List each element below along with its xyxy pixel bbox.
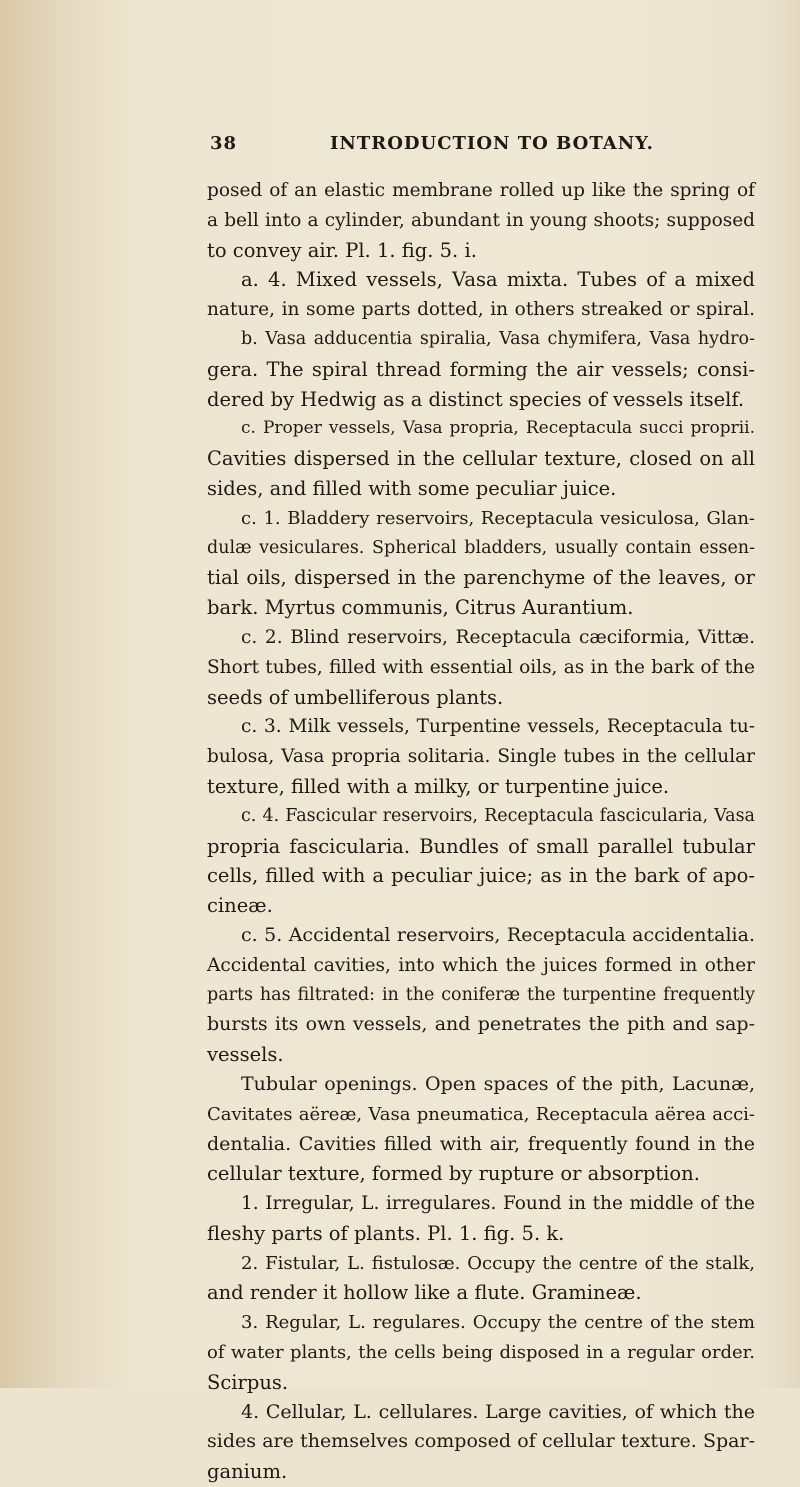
text-line: bursts its own vessels, and penetrates the pith and sap- <box>207 1013 755 1036</box>
text-line: bark. Myrtus communis, Citrus Aurantium. <box>207 596 634 620</box>
text-line: cellular texture, formed by rupture or absorption. <box>207 1162 700 1186</box>
text-line: dentalia. Cavities filled with air, frequently found in the <box>207 1132 755 1155</box>
body-text <box>207 176 755 1487</box>
text-line: dered by Hedwig as a distinct species of vessels itself. <box>207 387 745 411</box>
running-title: INTRODUCTION TO BOTANY. <box>330 133 654 154</box>
text-line: Tubular openings. Open spaces of the pith, Lacunæ, <box>241 1072 755 1095</box>
text-line: posed of an elastic membrane rolled up like the spring of <box>207 180 755 201</box>
text-line: ganium. <box>207 1460 288 1484</box>
text-line: to convey air. Pl. 1. fig. 5. i. <box>207 238 477 262</box>
text-line: dulæ vesiculares. Spherical bladders, usually contain essen- <box>207 537 755 558</box>
text-line: 2. Fistular, L. fistulosæ. Occupy the centre of the stalk, <box>241 1252 755 1274</box>
text-line: b. Vasa adducentia spiralia, Vasa chymifera, Vasa hydro- <box>241 328 755 349</box>
text-line: tial oils, dispersed in the parenchyme of the leaves, or <box>207 566 755 590</box>
text-line: nature, in some parts dotted, in others streaked or spiral. <box>207 299 755 321</box>
text-line: propria fascicularia. Bundles of small parallel tubular <box>207 834 755 858</box>
text-line: a bell into a cylinder, abundant in young shoots; supposed <box>207 209 755 231</box>
text-line: sides, and filled with some peculiar juice. <box>207 476 617 500</box>
text-line: bulosa, Vasa propria solitaria. Single tubes in the cellular <box>207 746 755 768</box>
text-line: c. 3. Milk vessels, Turpentine vessels, Receptacula tu- <box>241 716 755 738</box>
text-line: fleshy parts of plants. Pl. 1. fig. 5. k. <box>207 1221 565 1245</box>
text-line: texture, filled with a milky, or turpentine juice. <box>207 774 670 798</box>
text-line: Accidental cavities, into which the juices formed in other <box>207 954 755 976</box>
text-line: 1. Irregular, L. irregulares. Found in the middle of the <box>241 1193 755 1215</box>
text-line: cells, filled with a peculiar juice; as in the bark of apo- <box>207 864 755 888</box>
text-line: c. 2. Blind reservoirs, Receptacula cæciformia, Vittæ. <box>241 626 755 648</box>
text-line: a. 4. Mixed vessels, Vasa mixta. Tubes of a mixed <box>241 268 755 292</box>
text-line: Cavities dispersed in the cellular texture, closed on all <box>207 447 755 471</box>
text-line: Scirpus. <box>207 1370 289 1394</box>
text-line: gera. The spiral thread forming the air vessels; consi- <box>207 357 755 381</box>
text-line: of water plants, the cells being disposed in a regular order. <box>207 1342 755 1364</box>
text-line: Short tubes, filled with essential oils, as in the bark of the <box>207 656 755 678</box>
text-line: 4. Cellular, L. cellulares. Large cavities, of which the <box>241 1400 755 1423</box>
text-line: and render it hollow like a flute. Gramineæ. <box>207 1281 642 1305</box>
text-line: sides are themselves composed of cellular texture. Spar- <box>207 1430 755 1453</box>
page-header <box>210 133 750 161</box>
text-line: cineæ. <box>207 894 273 918</box>
text-line: 3. Regular, L. regulares. Occupy the centre of the stem <box>241 1312 755 1334</box>
text-line: c. 5. Accidental reservoirs, Receptacula accidentalia. <box>241 923 755 946</box>
text-line: c. 1. Bladdery reservoirs, Receptacula vesiculosa, Glan- <box>241 507 755 529</box>
text-line: c. 4. Fascicular reservoirs, Receptacula fascicularia, Vasa <box>241 805 755 826</box>
text-line: seeds of umbelliferous plants. <box>207 685 504 709</box>
text-line: parts has filtrated: in the coniferæ the turpentine frequently <box>207 984 755 1005</box>
text-line: Cavitates aëreæ, Vasa pneumatica, Receptacula aërea acci- <box>207 1103 755 1125</box>
text-line: vessels. <box>207 1043 284 1067</box>
page-number: 38 <box>210 133 238 154</box>
text-line: c. Proper vessels, Vasa propria, Receptacula succi proprii. <box>241 418 755 439</box>
